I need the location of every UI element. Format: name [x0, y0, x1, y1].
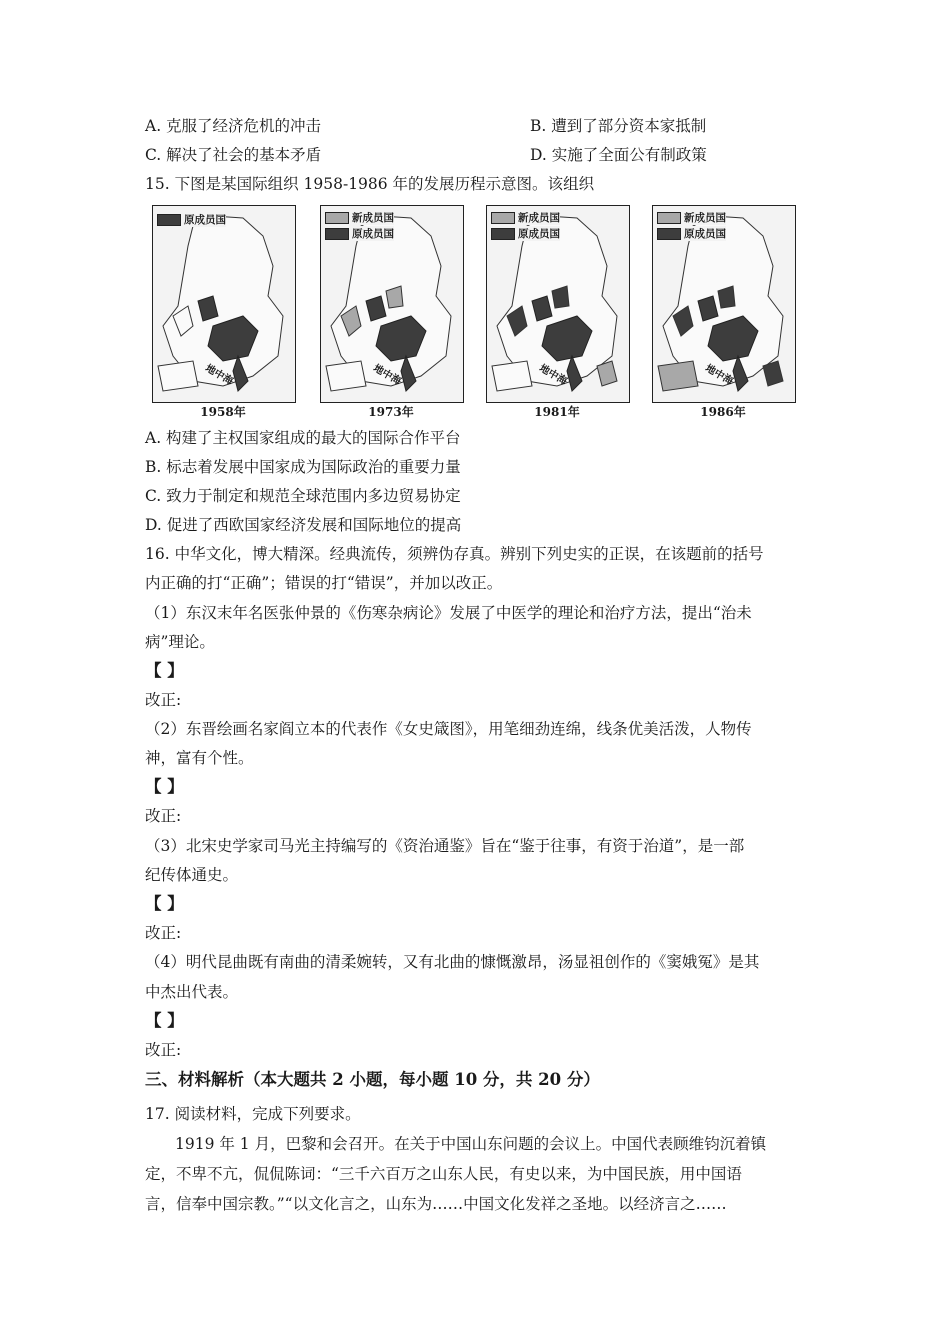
map-1986 [652, 205, 796, 403]
q16-item3-bracket: 【 】 [145, 894, 184, 913]
legend-original: 原成员国 [157, 212, 226, 227]
q17-stem: 17. 阅读材料，完成下列要求。 [145, 1105, 361, 1123]
q16-item1-bracket: 【 】 [145, 661, 184, 680]
q16-item3-correction: 改正: [145, 924, 182, 942]
q16-item4-bracket: 【 】 [145, 1011, 184, 1030]
legend-original: 原成员国 [491, 226, 560, 241]
q15-option-a: A. 构建了主权国家组成的最大的国际合作平台 [145, 429, 461, 447]
q16-item2-correction: 改正: [145, 807, 182, 825]
map-1981 [486, 205, 630, 403]
q16-item4-correction: 改正: [145, 1041, 182, 1059]
legend-new: 新成员国 [491, 210, 560, 225]
q17-material-line2: 定，不卑不亢，侃侃陈词：“三千六百万之山东人民，有史以来，为中国民族，用中国语 [145, 1165, 742, 1183]
q16-item4-line1: （4）明代昆曲既有南曲的清柔婉转，又有北曲的慷慨激昂，汤显祖创作的《窦娥冤》是其 [145, 953, 760, 971]
sea-label: 地中海 [703, 362, 735, 388]
legend-new: 新成员国 [657, 210, 726, 225]
section3-title: 三、材料解析（本大题共 2 小题，每小题 10 分，共 20 分） [145, 1070, 600, 1089]
q16-item3-line2: 纪传体通史。 [145, 866, 239, 884]
map-1973 [320, 205, 464, 403]
map-year-1958: 1958年 [200, 405, 246, 419]
q16-stem-line1: 16. 中华文化，博大精深。经典流传，须辨伪存真。辨别下列史实的正误，在该题前的括号 [145, 545, 764, 563]
q16-item2-line1: （2）东晋绘画名家阎立本的代表作《女史箴图》，用笔细劲连绵，线条优美活泼，人物传 [145, 720, 752, 738]
q16-item1-line2: 病”理论。 [145, 633, 215, 651]
q16-item2-bracket: 【 】 [145, 777, 184, 796]
sea-label: 地中海 [371, 362, 403, 388]
legend-original: 原成员国 [657, 226, 726, 241]
q14-option-d: D. 实施了全面公有制政策 [530, 146, 707, 164]
q17-material-line1: 1919 年 1 月，巴黎和会召开。在关于中国山东问题的会议上。中国代表顾维钧沉着镇 [175, 1135, 767, 1153]
map-year-1973: 1973年 [368, 405, 414, 419]
q16-item2-line2: 神，富有个性。 [145, 749, 254, 767]
q16-item1-line1: （1）东汉末年名医张仲景的《伤寒杂病论》发展了中医学的理论和治疗方法，提出“治未 [145, 604, 752, 622]
q14-option-c: C. 解决了社会的基本矛盾 [145, 146, 322, 164]
eec-maps-figure [152, 205, 802, 420]
q16-item4-line2: 中杰出代表。 [145, 983, 239, 1001]
legend-new: 新成员国 [325, 210, 394, 225]
q16-item1-correction: 改正: [145, 691, 182, 709]
q15-option-c: C. 致力于制定和规范全球范围内多边贸易协定 [145, 487, 461, 505]
legend-original: 原成员国 [325, 226, 394, 241]
map-year-1981: 1981年 [534, 405, 580, 419]
q15-option-b: B. 标志着发展中国家成为国际政治的重要力量 [145, 458, 461, 476]
q15-option-d: D. 促进了西欧国家经济发展和国际地位的提高 [145, 516, 462, 534]
q17-material-line3: 言，信奉中国宗教。”“以文化言之，山东为……中国文化发祥之圣地。以经济言之…… [145, 1195, 727, 1213]
q16-item3-line1: （3）北宋史学家司马光主持编写的《资治通鉴》旨在“鉴于往事，有资于治道”，是一部 [145, 837, 745, 855]
q16-stem-line2: 内正确的打“正确”；错误的打“错误”，并加以改正。 [145, 574, 503, 592]
sea-label: 地中海 [203, 362, 235, 388]
map-1958 [152, 205, 296, 403]
q15-stem: 15. 下图是某国际组织 1958-1986 年的发展历程示意图。该组织 [145, 175, 595, 193]
sea-label: 地中海 [537, 362, 569, 388]
q14-option-b: B. 遭到了部分资本家抵制 [530, 117, 707, 135]
map-year-1986: 1986年 [700, 405, 746, 419]
q14-option-a: A. 克服了经济危机的冲击 [145, 117, 322, 135]
